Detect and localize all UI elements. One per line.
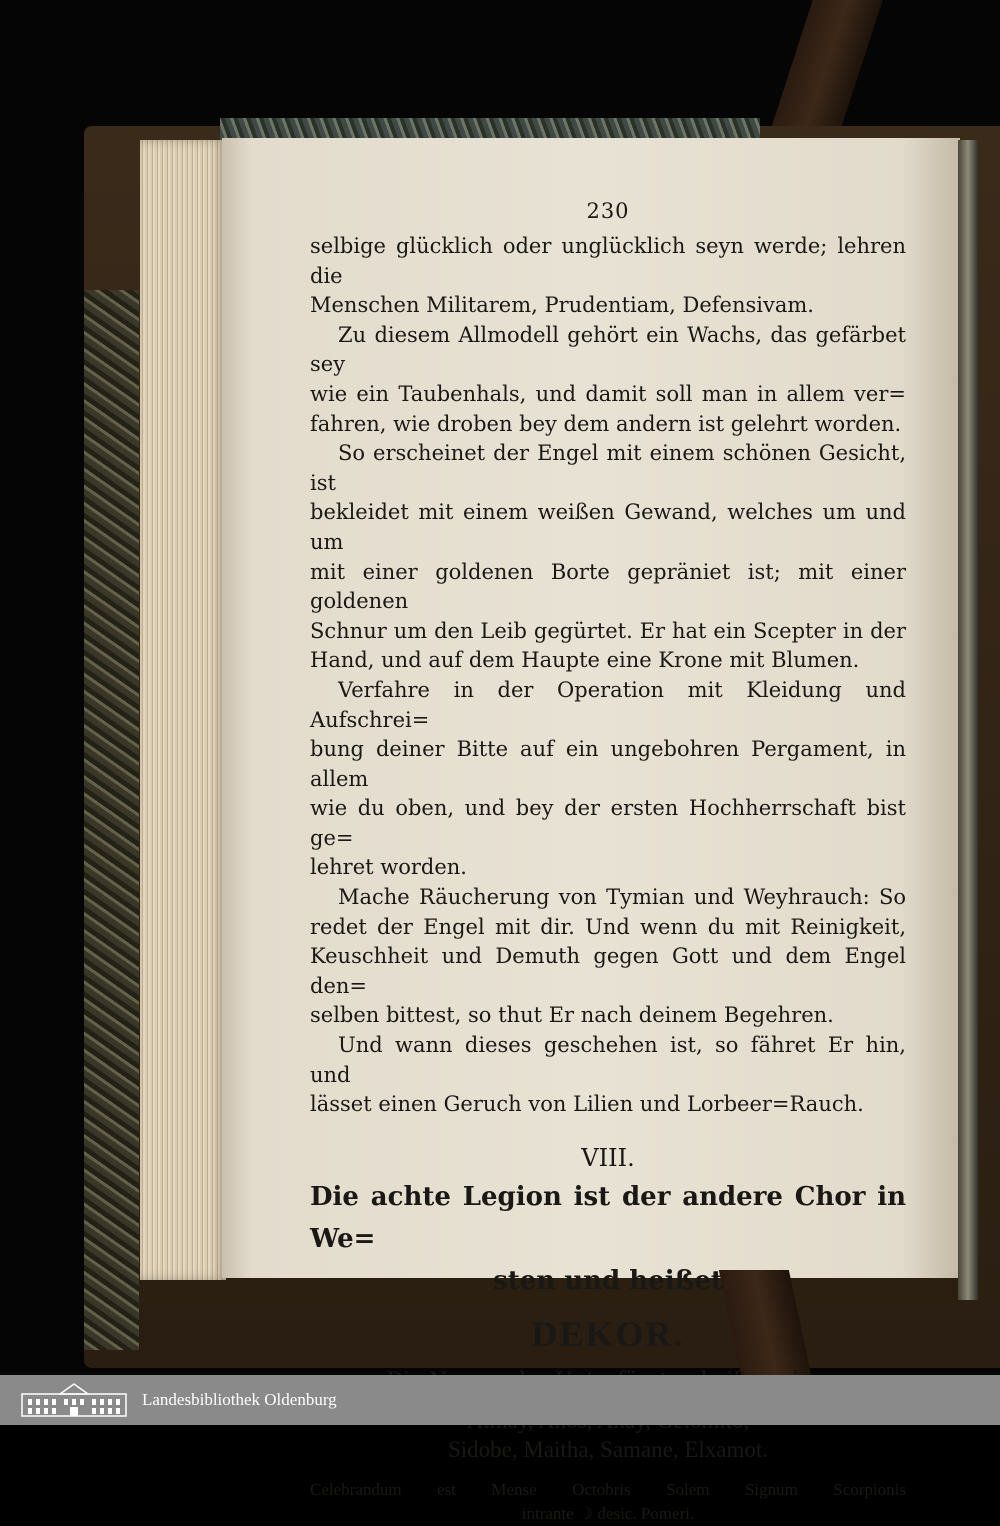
heading-line-2: sten und heißet xyxy=(493,1265,723,1296)
paragraph-5 xyxy=(310,883,906,1031)
text-line: Mache Räucherung von Tymian und Weyhrauch: So xyxy=(338,885,906,910)
paragraph-2 xyxy=(310,321,906,439)
page-gutter-right xyxy=(958,140,978,1300)
text-line: fahren, wie droben bey dem andern ist gelehrt worden. xyxy=(310,411,902,436)
paragraph-1 xyxy=(310,232,906,321)
paragraph-6 xyxy=(310,1031,906,1120)
text-line: Menschen Militarem, Prudentiam, Defensivam. xyxy=(310,293,814,318)
names-line-2: Sidobe, Maitha, Samane, Elxamot. xyxy=(447,1436,769,1462)
paragraph-4 xyxy=(310,676,906,883)
text-line: lehret worden. xyxy=(310,855,467,880)
text-line: lässet einen Geruch von Lilien und Lorbeer=Rauch. xyxy=(310,1092,864,1117)
chapter-heading xyxy=(310,1176,906,1302)
text-line: mit einer goldenen Borte gepräniet ist; mit einer goldenen xyxy=(310,559,906,614)
text-line: wie ein Taubenhals, und damit soll man in allem ver= xyxy=(310,381,906,406)
celebrandum-line-1: Celebrandum est Mense Octobris Solem Signum Scorpionis xyxy=(310,1479,906,1499)
text-line: bung deiner Bitte auf ein ungebohren Pergament, in allem xyxy=(310,737,906,791)
text-line: redet der Engel mit dir. Und wenn du mit Reinigkeit, xyxy=(310,914,906,939)
page-text-block xyxy=(310,190,906,1526)
text-line: selbige glücklich oder unglücklich seyn werde; lehren die xyxy=(310,234,906,288)
heading-line-1: Die achte Legion ist der andere Chor in We= xyxy=(310,1181,906,1254)
library-building-icon xyxy=(20,1382,128,1418)
text-line: So erscheinet der Engel mit einem schönen Gesicht, ist xyxy=(310,441,906,495)
text-line: Schnur um den Leib gegürtet. Er hat ein Scepter in der xyxy=(310,618,906,643)
text-line: selben bittest, so thut Er nach deinem Begehren. xyxy=(310,1003,834,1028)
marbled-cover-edge-top xyxy=(220,118,760,140)
text-line: Keuschheit und Demuth gegen Gott und dem Engel den= xyxy=(310,944,906,998)
text-line: Und wann dieses geschehen ist, so fähret Er hin, und xyxy=(310,1033,906,1087)
text-line: Zu diesem Allmodell gehört ein Wachs, das gefärbet sey xyxy=(310,322,906,377)
text-line: Verfahre in der Operation mit Kleidung und Aufschrei= xyxy=(310,677,906,732)
page-stack-edges xyxy=(140,140,226,1280)
chapter-number: VIII. xyxy=(581,1143,635,1172)
celebrandum-note xyxy=(310,1478,906,1526)
legion-name: DEKOR. xyxy=(531,1313,685,1354)
library-name: Landesbibliothek Oldenburg xyxy=(142,1390,337,1409)
text-line: Hand, und auf dem Haupte eine Krone mit Blumen. xyxy=(310,648,860,673)
text-line: bekleidet mit einem weißen Gewand, welches um und um xyxy=(310,500,906,554)
page-number: 230 xyxy=(586,199,630,223)
text-line: wie du oben, und bey der ersten Hochherrschaft bist ge= xyxy=(310,796,906,850)
paragraph-3 xyxy=(310,439,906,676)
marbled-cover-edge-left xyxy=(84,290,139,1350)
library-footer-banner xyxy=(0,1375,1000,1425)
celebrandum-line-2: intrante ☽ desic. Pomeri. xyxy=(521,1503,695,1523)
